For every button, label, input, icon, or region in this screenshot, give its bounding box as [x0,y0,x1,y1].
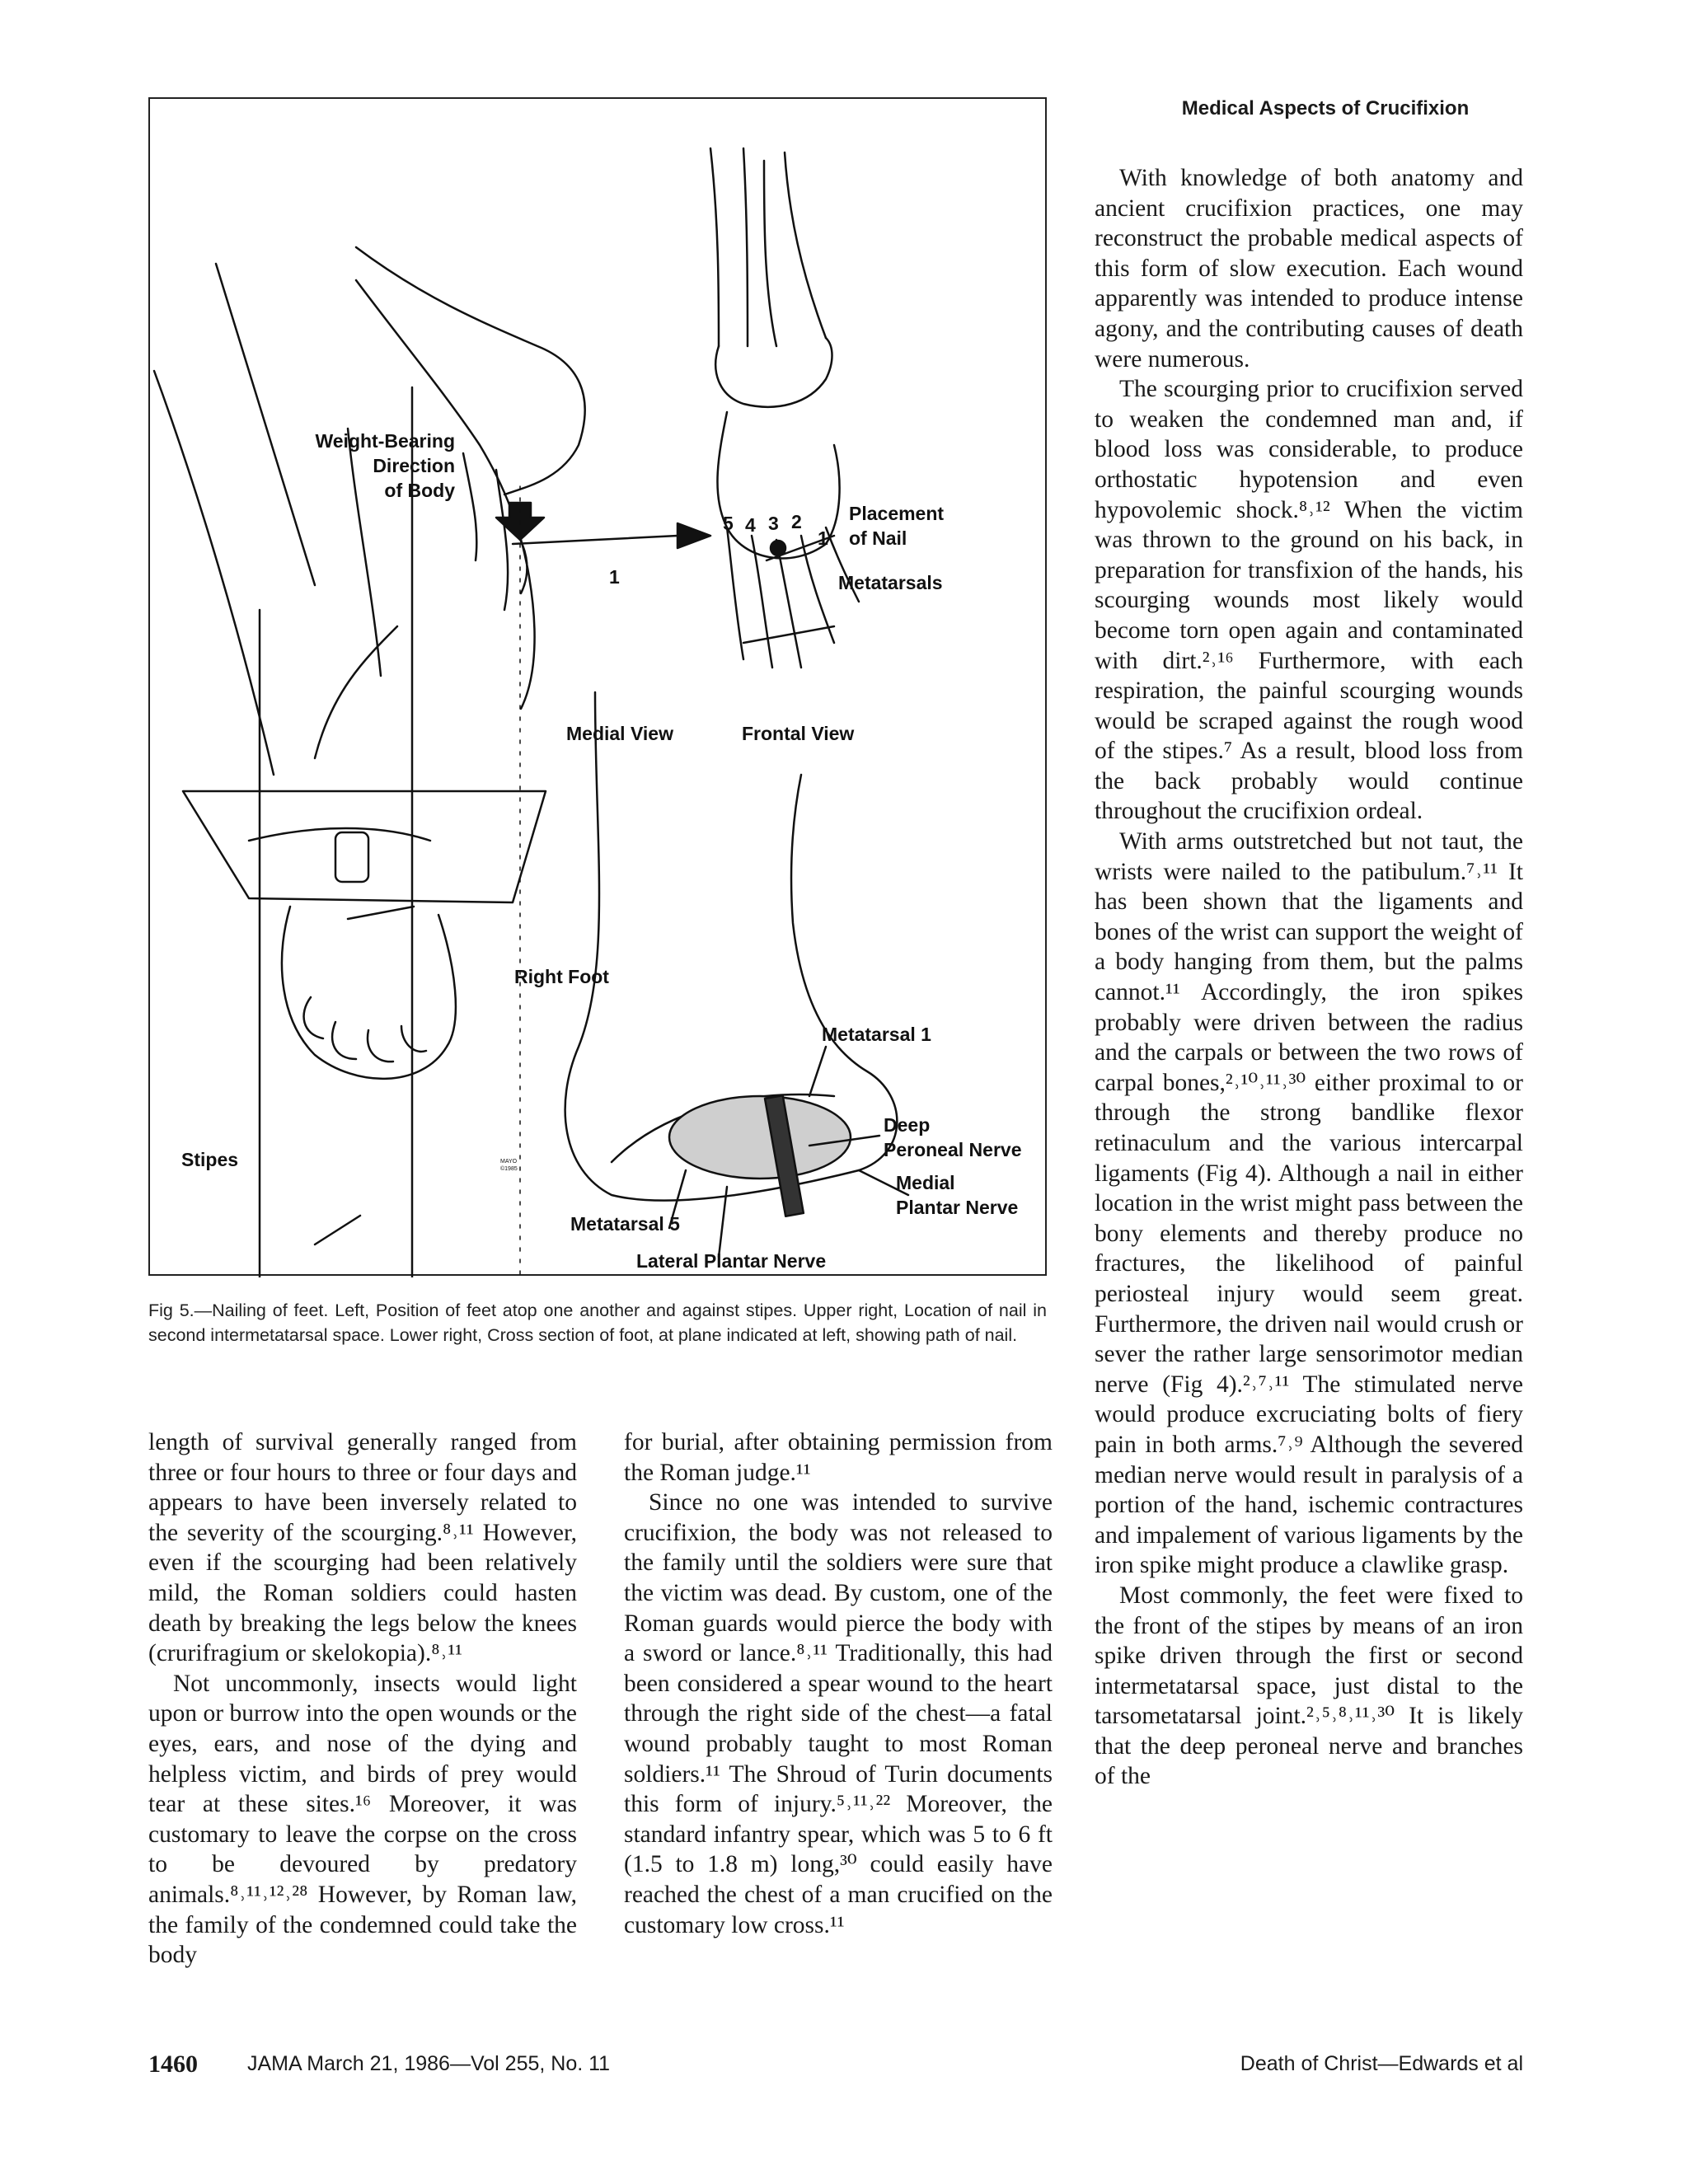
column-middle [624,1427,1053,1940]
paragraph: With arms outstretched but not taut, the wrists were nailed to the patibulum.⁷˒¹¹ It has been shown that the ligaments and bones of the wrist can support the weight of a body hanging from them, but the palms cannot.¹¹ Accordingly, the iron spikes probably were driven between the radius and the carpals or between the two rows of carpal bones,²˒¹⁰˒¹¹˒³⁰ either proximal to or through the strong bandlike flexor retinaculum and the various intercarpal ligaments (Fig 4). Although a nail in either location in the wrist might pass between the bony elements and thereby produce no fractures, the likelihood of painful periosteal injury would seem great. Furthermore, the driven nail would crush or sever the rather large sensorimotor median nerve (Fig 4).²˒⁷˒¹¹ The stimulated nerve would produce excruciating bolts of fiery pain in both arms.⁷˒⁹ Although the severed median nerve would result in paralysis of a portion of the hand, ischemic contractures and impalement of various ligaments by the iron spike might produce a clawlike grasp. [1095,828,1523,1579]
paragraph: The scourging prior to crucifixion served to weaken the condemned man and, if blood loss was considerable, to produce orthostatic hypotension and even hypovolemic shock.⁸˒¹² When the victim was thrown to the ground on his back, in preparation for transfixion of the hands, his scourging wounds most likely would become torn open again and contaminated with dirt.²˒¹⁶ Furthermore, with each respiration, the painful scourging wounds would be scraped against the rough wood of the stipes.⁷ As a result, blood loss from the back probably would continue throughout the crucifixion ordeal. [1095,376,1523,825]
label-metatarsals: Metatarsals [838,572,943,593]
foot-nailing-illustration [150,99,1048,1277]
cross-section-bones [669,1096,851,1179]
label-peroneal-nerve: Peroneal Nerve [884,1139,1022,1160]
toe-number-2: 2 [791,511,802,532]
leader-stipes [315,1216,360,1244]
toe-number-5: 5 [723,513,734,534]
mayo-copyright-mark: MAYO ©1985 [500,1159,518,1172]
right-foot-outline [282,907,456,1079]
article-short-title: Death of Christ—Edwards et al [1240,2052,1523,2075]
figure-caption: Fig 5.—Nailing of feet. Left, Position of feet atop one another and against stipes. Upper right, Location of nail in second intermetatarsal space. Lower right, Cross section of foot, at plane indicated at left, showing path of nail. [148,1301,1047,1345]
paragraph: length of survival generally ranged from three or four hours to three or four days and appears to have been inversely related to the severity of the scourging.⁸˒¹¹ However, even if the scourging had been relatively mild, the Roman soldiers could hasten death by breaking the legs below the knees (crurifragium or skelokopia).⁸˒¹¹ [148,1429,577,1667]
journal-citation: JAMA March 21, 1986—Vol 255, No. 11 [247,2052,611,2075]
label-deep: Deep [884,1114,931,1136]
paragraph: for burial, after obtaining permission from the Roman judge.¹¹ [624,1429,1053,1486]
page-number: 1460 [148,2050,198,2078]
label-lateral-plantar-nerve: Lateral Plantar Nerve [636,1250,827,1272]
toe-number-1-frontal: 1 [818,527,828,549]
label-of-body: of Body [384,480,455,501]
tibia-front [710,148,719,346]
toe-number-3: 3 [768,513,779,534]
running-head: Medical Aspects of Crucifixion [1181,97,1470,120]
column-right [1095,163,1523,1792]
paragraph: With knowledge of both anatomy and ancient crucifixion practices, one may reconstruct the probable medical aspects of this form of slow execution. Each wound apparently was intended to produce intense agony, and the contributing causes of death were numerous. [1095,165,1523,373]
column-left [148,1427,577,1971]
label-stipes: Stipes [181,1149,239,1170]
toe-number-1-medial: 1 [609,566,620,588]
frontal-ankle [715,338,832,407]
paragraph: Not uncommonly, insects would light upon or burrow into the open wounds or the eyes, ears, and nose of the dying and helpless victim, and birds of prey would tear at these sites.¹⁶ Moreover, it was customary to leave the corpse on the cross to be devoured by predatory animals.⁸˒¹¹˒¹²˒²⁸ However, by Roman law, the family of the condemned could take the body [148,1670,577,1969]
label-medial: Medial [896,1172,955,1193]
label-metatarsal-1: Metatarsal 1 [822,1024,931,1045]
paragraph: Most commonly, the feet were fixed to the front of the stipes by means of an iron spike driven through the first or second intermetatarsal space, just distal to the tarsometatarsal joint.²˒⁵˒⁸˒¹¹˒³⁰ It is likely that the deep peroneal nerve and branches of the [1095,1582,1523,1790]
footrest-plate [183,791,546,902]
left-leg-outline [154,371,274,775]
label-direction: Direction [373,455,455,476]
label-of-nail: of Nail [849,527,907,549]
leader-right-foot [348,907,414,919]
view-arrow [678,523,710,548]
label-weight-bearing: Weight-Bearing [315,430,455,452]
paragraph: Since no one was intended to survive crucifixion, the body was not released to the family until the soldiers were sure that the victim was dead. By custom, one of the Roman guards would pierce the body with a sword or lance.⁸˒¹¹ Traditionally, this had been considered a spear wound to the heart through the right side of the chest—a fatal wound probably taught to most Roman soldiers.¹¹ The Shroud of Turin documents this form of injury.⁵˒¹¹˒²² Moreover, the standard infantry spear, which was 5 to 6 ft (1.5 to 1.8 m) long,³⁰ could easily have reached the chest of a man crucified on the customary low cross.¹¹ [624,1489,1053,1938]
figure-5 [148,97,1047,1276]
leader-metatarsal-1 [809,1047,826,1096]
label-plantar-nerve: Plantar Nerve [896,1197,1019,1218]
label-placement: Placement [849,503,945,524]
leader-metatarsals [743,626,834,643]
label-medial-view: Medial View [566,723,673,744]
label-frontal-view: Frontal View [742,723,855,744]
label-metatarsal-5: Metatarsal 5 [570,1213,680,1235]
label-right-foot: Right Foot [514,966,609,987]
nail-head [335,832,368,882]
toe-number-4: 4 [745,514,756,536]
